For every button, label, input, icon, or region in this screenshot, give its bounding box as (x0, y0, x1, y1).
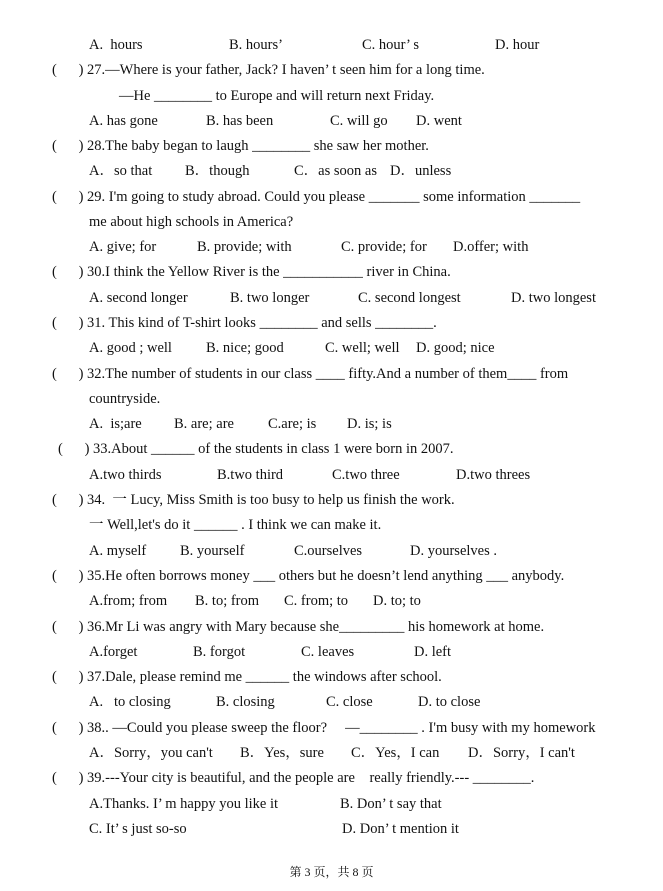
q27-option-d: D. went (416, 113, 462, 129)
q34-option-a: A. myself (89, 543, 147, 559)
q33-option-c: C.two three (332, 467, 400, 483)
q31-option-c: C. well; well (325, 340, 400, 356)
q29-option-a: A. give; for (89, 239, 157, 255)
q38-option-d: D．Sorry，I can't (468, 745, 575, 761)
q34-line2: 一 Well,let's do it ______ . I think we can make it. (89, 517, 382, 533)
q27-option-a: A. has gone (89, 113, 158, 129)
q37-option-d: D. to close (418, 694, 481, 710)
q29-option-b: B. provide; with (197, 239, 292, 255)
q27-line2: —He ________ to Europe and will return next Friday. (119, 88, 435, 104)
q36-stem: ( ) 36.Mr Li was angry with Mary because she_________ his homework at home. (52, 619, 545, 635)
q34-option-d: D. yourselves . (410, 543, 497, 559)
q38-option-b: B．Yes，sure (240, 745, 324, 761)
q30-option-b: B. two longer (230, 290, 310, 306)
q35-option-d: D. to; to (373, 593, 421, 609)
q27-stem: ( ) 27.—Where is your father, Jack? I haven’ t seen him for a long time. (52, 62, 485, 78)
q30-option-a: A. second longer (89, 290, 188, 306)
q39-option-d: D. Don’ t mention it (342, 821, 459, 837)
q32-option-b: B. are; are (174, 416, 234, 432)
q31-stem: ( ) 31. This kind of T-shirt looks ________ and sells ________. (52, 315, 437, 331)
q32-line2: countryside. (89, 391, 161, 407)
q27-option-b: B. has been (206, 113, 274, 129)
q28-option-c: C．as soon as (294, 163, 377, 179)
q33-option-b: B.two third (217, 467, 284, 483)
q30-option-c: C. second longest (358, 290, 461, 306)
q29-stem: ( ) 29. I'm going to study abroad. Could you please _______ some information _______ (52, 189, 581, 205)
q33-option-d: D.two threes (456, 467, 531, 483)
q37-option-b: B. closing (216, 694, 275, 710)
q38-option-a: A．Sorry，you can't (89, 745, 213, 761)
q28-option-a: A．so that (89, 163, 153, 179)
q33-stem: ( ) 33.About ______ of the students in class 1 were born in 2007. (58, 441, 454, 457)
q29-option-d: D.offer; with (453, 239, 529, 255)
q26-option-d: D. hour (495, 37, 540, 53)
q39-option-b: B. Don’ t say that (340, 796, 442, 812)
q34-stem: ( ) 34. 一 Lucy, Miss Smith is too busy to help us finish the work. (52, 492, 455, 508)
q26-option-b: B. hours’ (229, 37, 283, 53)
q28-option-d: D．unless (390, 163, 452, 179)
q32-option-c: C.are; is (268, 416, 317, 432)
q31-option-a: A. good ; well (89, 340, 172, 356)
q32-option-a: A. is;are (89, 416, 142, 432)
q37-stem: ( ) 37.Dale, please remind me ______ the windows after school. (52, 669, 442, 685)
q30-option-d: D. two longest (511, 290, 596, 306)
q35-option-a: A.from; from (89, 593, 168, 609)
q32-stem: ( ) 32.The number of students in our class ____ fifty.And a number of them____ from (52, 366, 569, 382)
q29-line2: me about high schools in America? (89, 214, 294, 230)
q33-option-a: A.two thirds (89, 467, 162, 483)
page-footer: 第 3 页，共 8 页 (289, 865, 374, 879)
q36-option-d: D. left (414, 644, 452, 660)
q38-stem: ( ) 38.. —Could you please sweep the floor? —________ . I'm busy with my homework (52, 720, 596, 736)
q35-option-b: B. to; from (195, 593, 260, 609)
q35-option-c: C. from; to (284, 593, 349, 609)
q36-option-c: C. leaves (301, 644, 355, 660)
q31-option-b: B. nice; good (206, 340, 284, 356)
q31-option-d: D. good; nice (416, 340, 495, 356)
q39-stem: ( ) 39.---Your city is beautiful, and the people are really friendly.--- ________. (52, 770, 535, 786)
q36-option-a: A.forget (89, 644, 138, 660)
q30-stem: ( ) 30.I think the Yellow River is the ___________ river in China. (52, 264, 451, 280)
q27-option-c: C. will go (330, 113, 388, 129)
q34-option-c: C.ourselves (294, 543, 363, 559)
q28-option-b: B．though (185, 163, 250, 179)
q37-option-c: C. close (326, 694, 373, 710)
q39-option-c: C. It’ s just so-so (89, 821, 187, 837)
q26-option-c: C. hour’ s (362, 37, 420, 53)
q29-option-c: C. provide; for (341, 239, 427, 255)
q37-option-a: A. to closing (89, 694, 171, 710)
q38-option-c: C．Yes，I can (351, 745, 440, 761)
q32-option-d: D. is; is (347, 416, 392, 432)
q35-stem: ( ) 35.He often borrows money ___ others but he doesn’t lend anything ___ anybody. (52, 568, 565, 584)
q28-stem: ( ) 28.The baby began to laugh ________ she saw her mother. (52, 138, 429, 154)
q39-option-a: A.Thanks. I’ m happy you like it (89, 796, 279, 812)
q36-option-b: B. forgot (193, 644, 246, 660)
q34-option-b: B. yourself (180, 543, 245, 559)
q26-option-a: A. hours (89, 37, 143, 53)
